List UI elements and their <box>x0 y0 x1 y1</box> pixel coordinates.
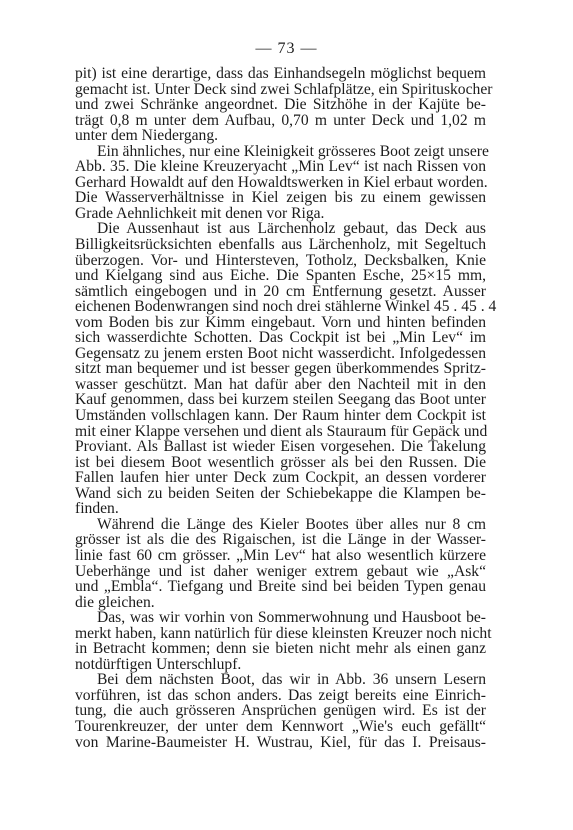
text-line: Billigkeitsrücksichten ebenfalls aus Lärchenholz, mit Segeltuch <box>75 236 486 254</box>
text-line: tung, die auch grösseren Ansprüchen genügen wird. Es ist der <box>75 702 486 720</box>
text-line: Kauf genommen, dass bei kurzem steilen Seegang das Boot unter <box>75 391 486 409</box>
text-line: Die Wasserverhältnisse in Kiel zeigen bis zu einem gewissen <box>75 189 486 207</box>
text-line: Abb. 35. Die kleine Kreuzeryacht „Min Lev“ ist nach Rissen von <box>75 158 486 176</box>
text-line: pit) ist eine derartige, dass das Einhandsegeln möglichst bequem <box>75 65 486 82</box>
text-line: Gegensatz zu jenem ersten Boot nicht wasserdicht. Infolgedessen <box>75 344 486 362</box>
text-line: mit einer Klappe versehen und dient als Stauraum für Gepäck und <box>75 422 488 440</box>
text-line: Proviant. Als Ballast ist wieder Eisen vorgesehen. Die Takelung <box>75 438 486 456</box>
text-line: linie fast 60 cm grösser. „Min Lev“ hat also wesentlich kürzere <box>75 546 486 564</box>
text-line: Bei dem nächsten Boot, das wir in Abb. 36 unsern Lesern <box>97 671 486 689</box>
text-line: die gleichen. <box>75 593 155 611</box>
page-number: — 73 — <box>255 40 318 57</box>
text-line: und „Embla“. Tiefgang und Breite sind bei beiden Typen genau <box>75 578 486 596</box>
text-line: unter dem Niedergang. <box>75 127 219 145</box>
text-line: gemacht ist. Unter Deck sind zwei Schlafplätze, ein Spirituskocher <box>75 80 493 98</box>
text-line: Tourenkreuzer, der unter dem Kennwort „Wie's euch gefällt“ <box>75 717 486 735</box>
text-line: vom Boden bis zur Kimm eingebaut. Vorn und hinten befinden <box>75 313 486 331</box>
text-line: Fallen laufen hier unter Deck zum Cockpit, an dessen vorderer <box>75 469 486 487</box>
text-line: notdürftigen Unterschlupf. <box>75 655 242 673</box>
text-line: überzogen. Vor- und Hintersteven, Totholz, Decksbalken, Knie <box>75 251 486 269</box>
text-line: Ueberhänge und ist daher weniger extrem gebaut wie „Ask“ <box>75 562 486 580</box>
text-line: trägt 0,8 m unter dem Aufbau, 0,70 m unter Deck und 1,02 m <box>75 111 486 129</box>
text-line: Während die Länge des Kieler Bootes über alles nur 8 cm <box>97 515 486 533</box>
text-line: sitzt man bequemer und ist besser gegen überkommendes Spritz- <box>75 360 486 378</box>
text-line: und Kielgang sind aus Eiche. Die Spanten Esche, 25×15 mm, <box>75 267 486 285</box>
text-line: merkt haben, kann natürlich für diese kleinsten Kreuzer noch nicht <box>75 624 492 642</box>
text-line: in Betracht kommen; denn sie bieten nicht mehr als einen ganz <box>75 640 486 658</box>
text-line: sich wasserdichte Schotten. Das Cockpit ist bei „Min Lev“ im <box>75 329 486 347</box>
body-text <box>75 65 497 751</box>
text-line: und zwei Schränke angeordnet. Die Sitzhöhe in der Kajüte be- <box>75 96 486 114</box>
text-line: Die Aussenhaut ist aus Lärchenholz gebaut, das Deck aus <box>97 220 486 238</box>
text-line: Umständen vollschlagen kann. Der Raum hinter dem Cockpit ist <box>75 407 486 425</box>
text-line: wasser geschützt. Man hat dafür aber den Nachteil mit in den <box>75 375 486 393</box>
text-line: ist bei diesem Boot wesentlich grösser als bei den Russen. Die <box>75 453 486 471</box>
text-line: Wand sich zu beiden Seiten der Schiebekappe die Klampen be- <box>75 484 486 502</box>
text-line: sämtlich eingebogen und in 20 cm Entfernung gesetzt. Ausser <box>75 282 486 300</box>
text-line: vorführen, ist das schon anders. Das zeigt bereits eine Einrich- <box>75 686 486 704</box>
text-line: Grade Aehnlichkeit mit denen vor Riga. <box>75 204 325 222</box>
text-line: finden. <box>75 500 119 518</box>
text-line: Gerhard Howaldt auf den Howaldtswerken in Kiel erbaut worden. <box>75 173 488 191</box>
text-line: eichenen Bodenwrangen sind noch drei stählerne Winkel 45 . 45 . 4 <box>75 298 497 316</box>
text-line: Das, was wir vorhin von Sommerwohnung und Hausboot be- <box>97 609 486 627</box>
text-line: Ein ähnliches, nur eine Kleinigkeit grösseres Boot zeigt unsere <box>97 142 489 160</box>
text-line: grösser ist als die des Rigaischen, ist die Länge in der Wasser- <box>75 531 486 549</box>
text-line: von Marine-Baumeister H. Wustrau, Kiel, für das I. Preisaus- <box>75 733 486 751</box>
